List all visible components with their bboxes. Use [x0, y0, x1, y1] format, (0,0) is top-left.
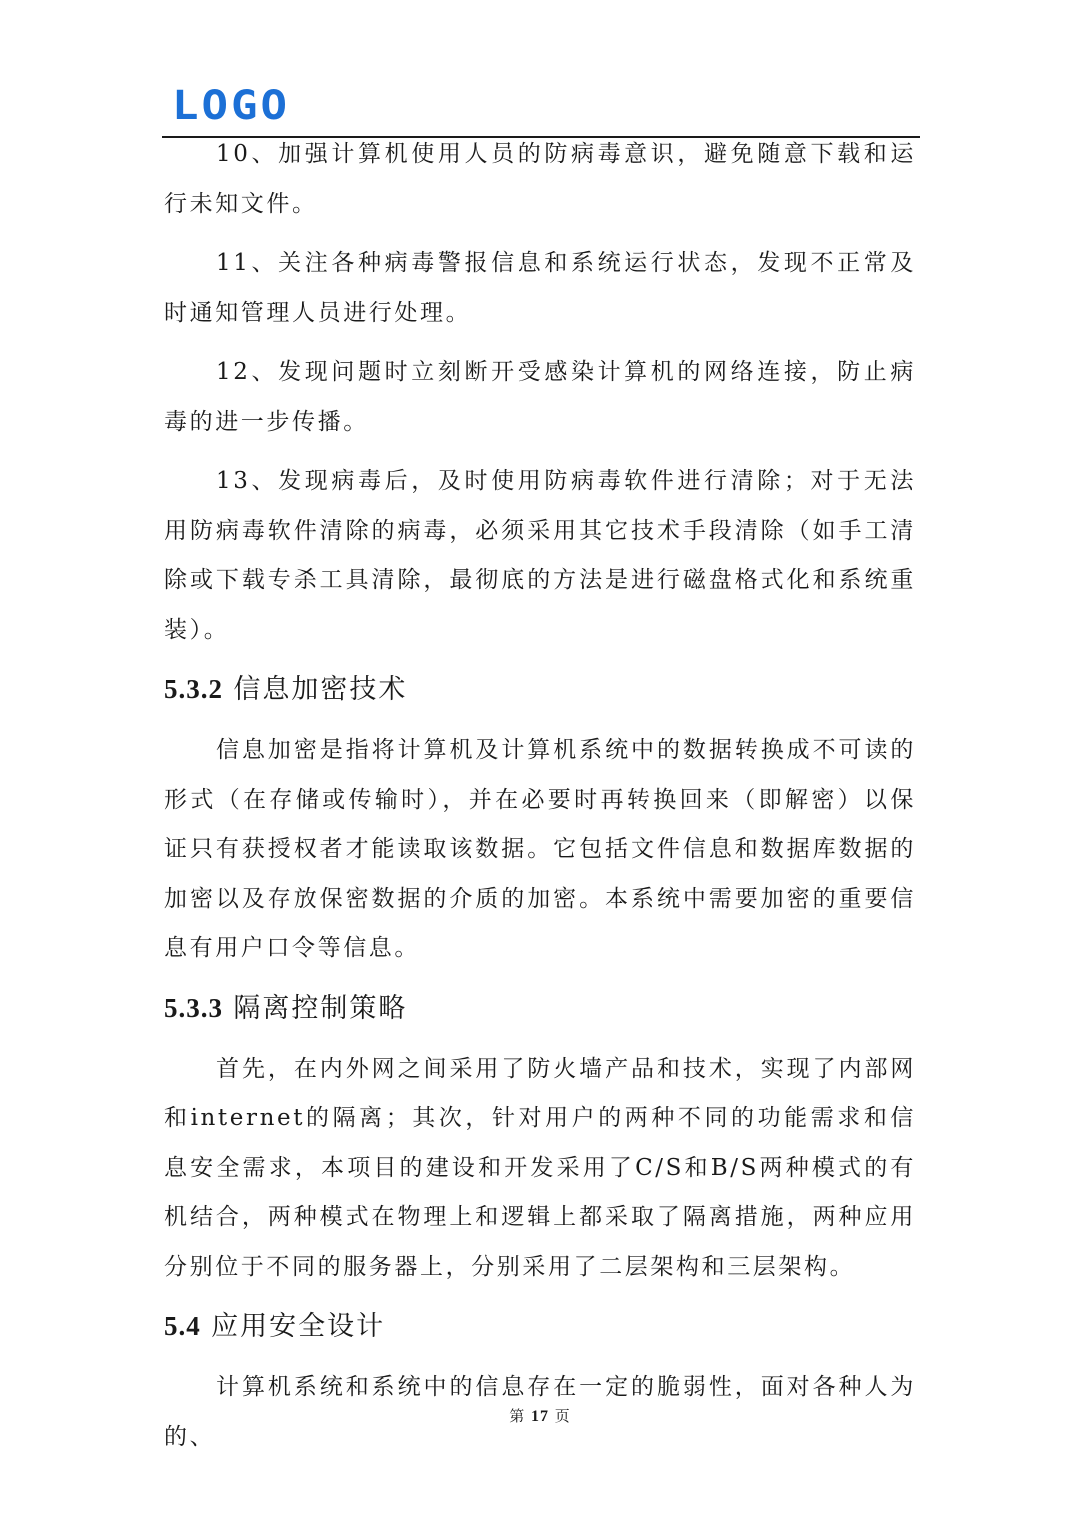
- paragraph-item-10: 10、加强计算机使用人员的防病毒意识，避免随意下载和运行未知文件。: [164, 141, 916, 217]
- paragraph-application-security: 计算机系统和系统中的信息存在一定的脆弱性，面对各种人为的、: [164, 1374, 916, 1450]
- section-number: 5.4: [164, 1311, 201, 1341]
- page-prefix: 第: [509, 1407, 526, 1425]
- page-number: 17: [531, 1408, 549, 1425]
- section-title: 信息加密技术: [233, 674, 408, 705]
- document-body: [164, 130, 916, 1472]
- section-heading-5-4: [164, 1302, 916, 1351]
- section-number: 5.3.2: [164, 674, 223, 704]
- paragraph-item-11: 11、关注各种病毒警报信息和系统运行状态，发现不正常及时通知管理人员进行处理。: [164, 250, 916, 326]
- section-title: 隔离控制策略: [233, 992, 408, 1024]
- paragraph-item-12: 12、发现问题时立刻断开受感染计算机的网络连接，防止病毒的进一步传播。: [164, 359, 916, 435]
- section-heading-5-3-3: [164, 984, 916, 1033]
- paragraph-item-13: 13、发现病毒后，及时使用防病毒软件进行清除；对于无法用防病毒软件清除的病毒，必须采用其它技术手段清除（如手工清除或下载专杀工具清除，最彻底的方法是进行磁盘格式化和系统重装）。: [164, 468, 916, 643]
- section-heading-5-3-2: [164, 665, 916, 714]
- page-suffix: 页: [554, 1407, 571, 1425]
- page-footer: [0, 1404, 1080, 1429]
- paragraph-isolation: 首先，在内外网之间采用了防火墙产品和技术，实现了内部网和internet的隔离；其次，针对用户的两种不同的功能需求和信息安全需求，本项目的建设和开发采用了C/S和B/S两种模式的有机结合，两种模式在物理上和逻辑上都采取了隔离措施，两种应用分别位于不同的服务器上，分别采用了二层架构和三层架构。: [164, 1055, 916, 1280]
- logo: LOGO: [172, 82, 290, 130]
- section-number: 5.3.3: [164, 992, 223, 1023]
- section-title: 应用安全设计: [211, 1311, 386, 1342]
- paragraph-encryption: 信息加密是指将计算机及计算机系统中的数据转换成不可读的形式（在存储或传输时），并在必要时再转换回来（即解密）以保证只有获授权者才能读取该数据。它包括文件信息和数据库数据的加密以及存放保密数据的介质的加密。本系统中需要加密的重要信息有用户口令等信息。: [164, 737, 916, 961]
